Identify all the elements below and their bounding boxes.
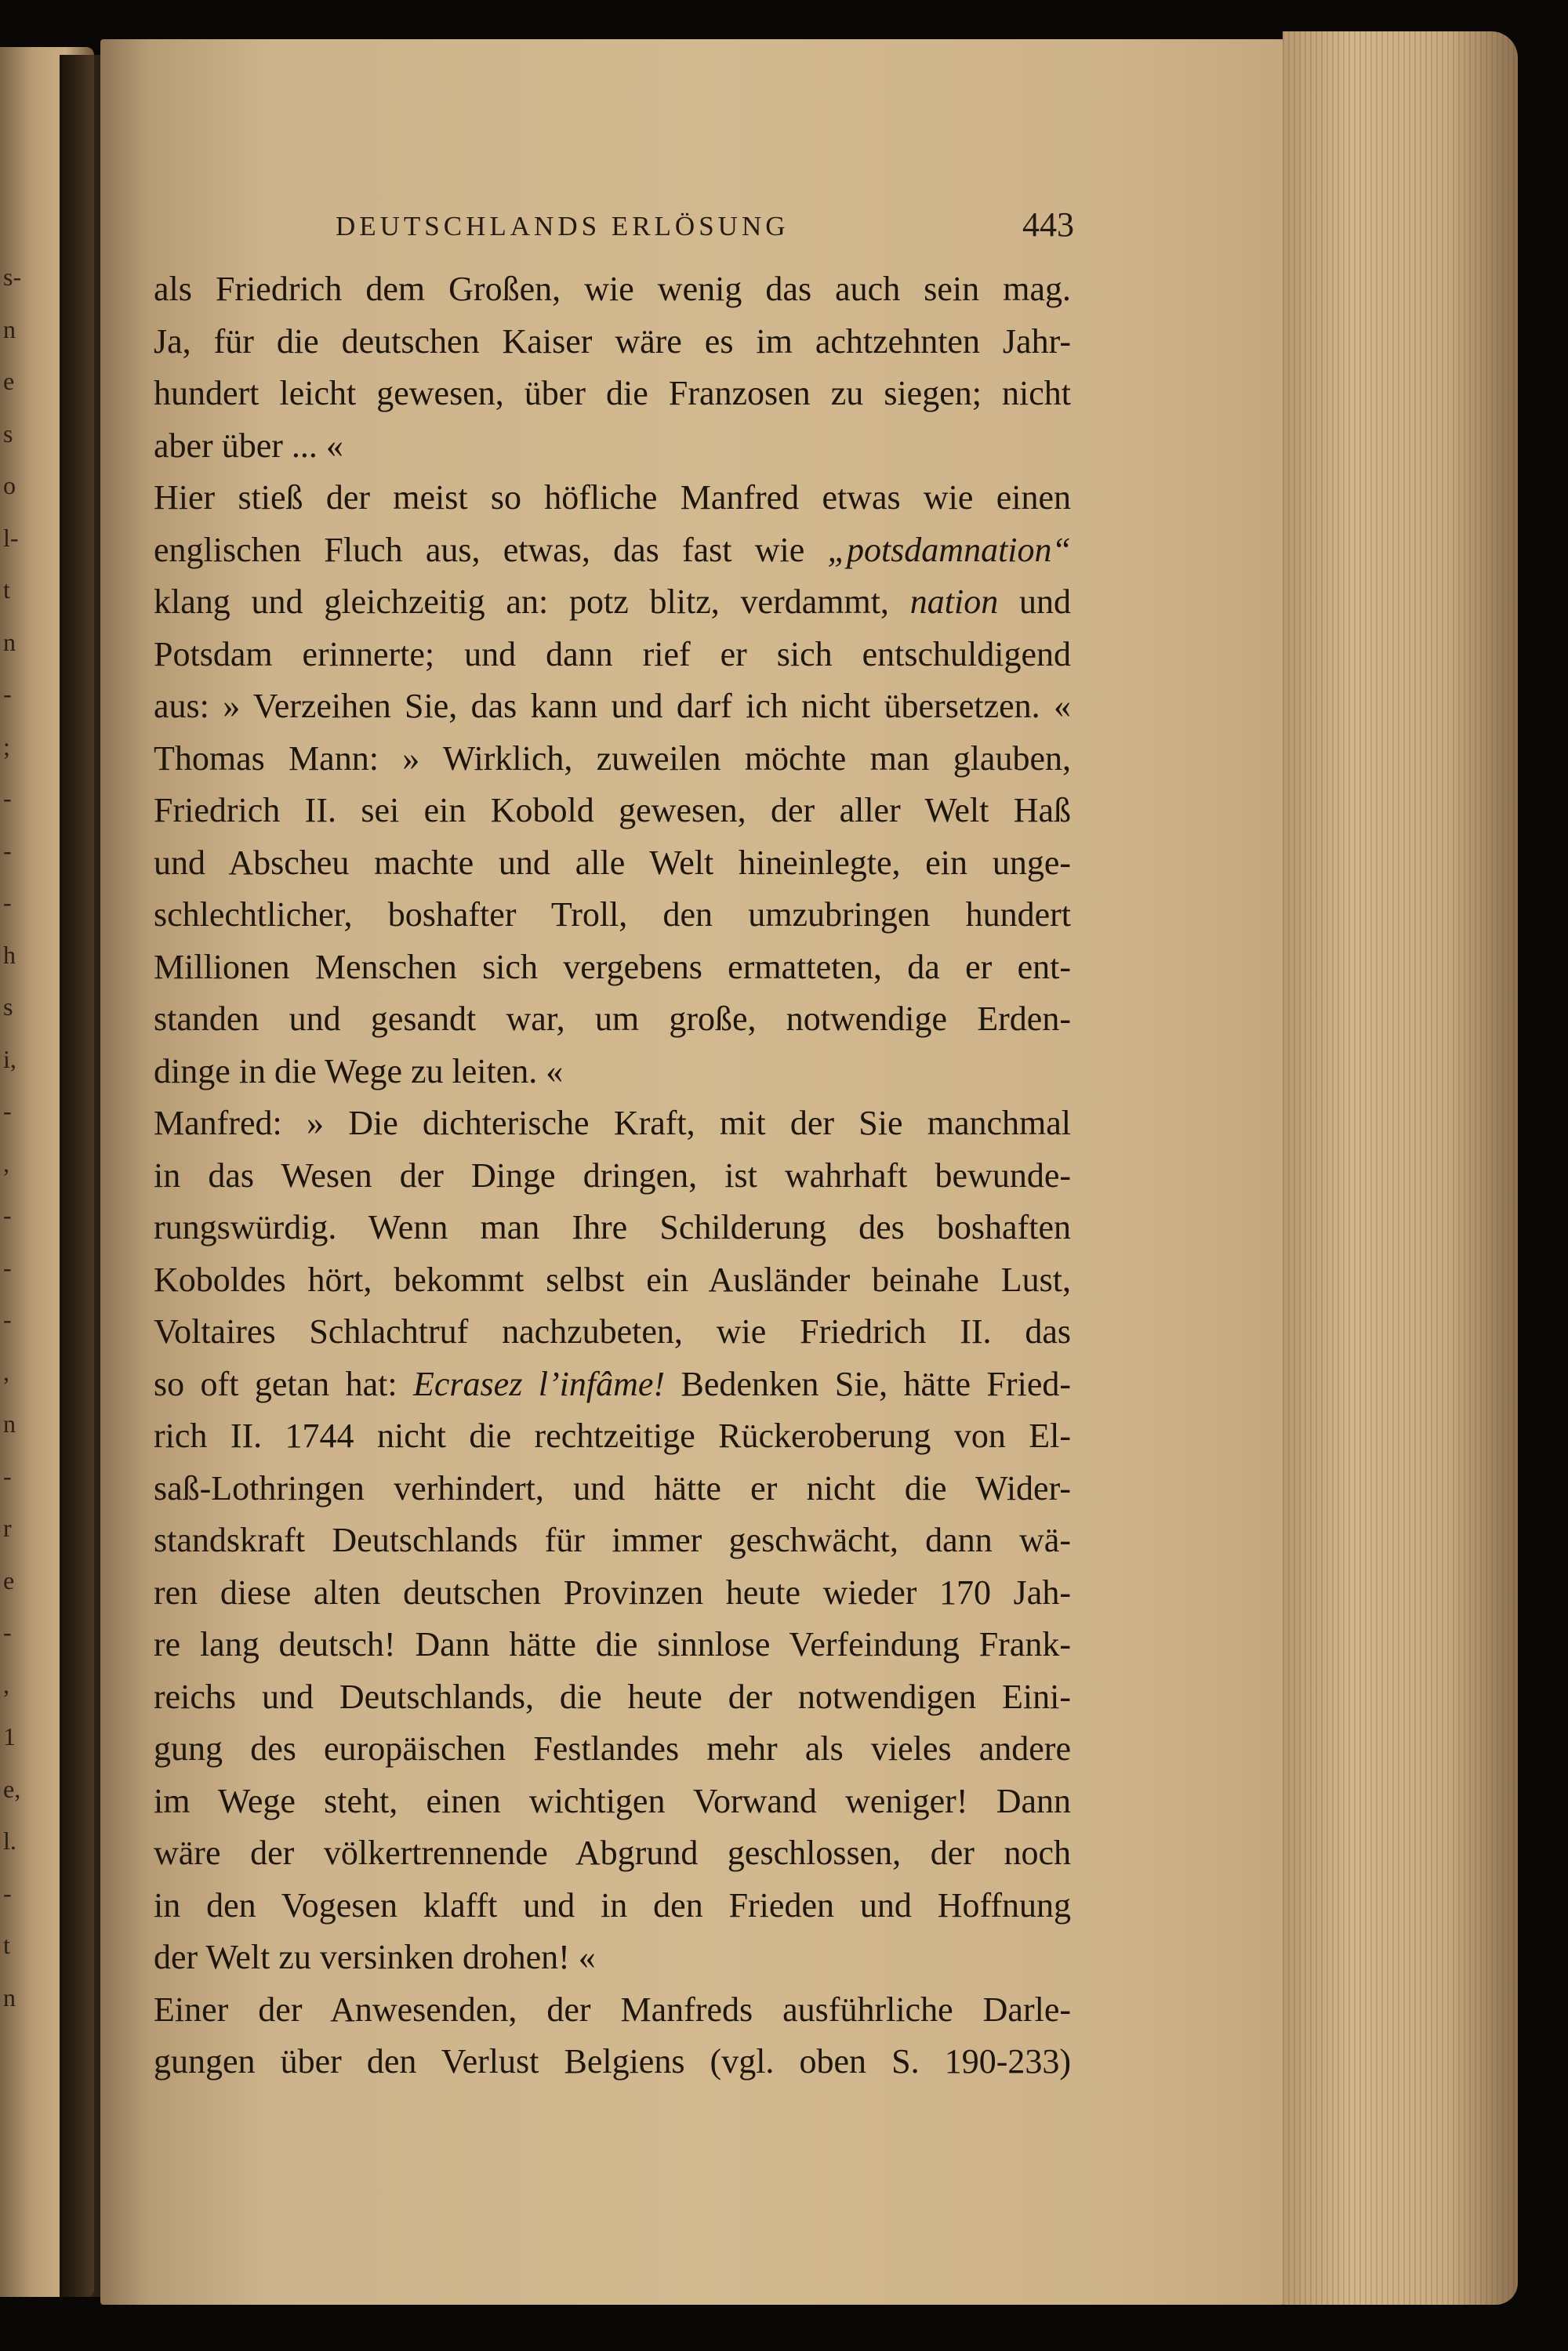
text-line: standskraft Deutschlands für immer geschwächt, dann wä- xyxy=(154,1521,1071,1559)
facing-page-char: - xyxy=(3,680,12,708)
facing-page-char: r xyxy=(3,1514,12,1542)
facing-page-char: n xyxy=(3,627,16,656)
facing-page-char: s- xyxy=(3,263,22,291)
text-line: Voltaires Schlachtruf nachzubeten, wie Friedrich II. das xyxy=(154,1312,1071,1351)
facing-page-char: - xyxy=(3,1097,12,1125)
facing-page-char: - xyxy=(3,1201,12,1229)
facing-page-text-edge xyxy=(0,251,31,2023)
text-line: Hier stieß der meist so höfliche Manfred etwas wie einen xyxy=(154,478,1071,517)
facing-page-char: - xyxy=(3,1618,12,1646)
text-line: wäre der völkertrennende Abgrund geschlossen, der noch xyxy=(154,1834,1071,1872)
facing-page-char: i, xyxy=(3,1044,16,1073)
text-line: hundert leicht gewesen, über die Franzosen zu siegen; nicht xyxy=(154,374,1071,412)
text-line: so oft getan hat: Ecrasez l’infâme! Bedenken Sie, hätte Fried- xyxy=(154,1364,1071,1403)
italic-term: Ecrasez l’infâme! xyxy=(413,1364,666,1403)
text-line: und Abscheu machte und alle Welt hineinlegte, ein unge- xyxy=(154,843,1071,882)
text-line: Thomas Mann: » Wirklich, zuweilen möchte man glauben, xyxy=(154,738,1071,778)
text-line: Millionen Menschen sich vergebens ermatteten, da er ent- xyxy=(154,947,1071,986)
text-line: dinge in die Wege zu leiten. « xyxy=(154,1051,564,1090)
facing-page-char: e xyxy=(3,1566,15,1595)
text-line: als Friedrich dem Großen, wie wenig das auch sein mag. xyxy=(154,270,1071,308)
text-line: Potsdam erinnerte; und dann rief er sich entschuldigend xyxy=(154,634,1071,673)
text-line: gungen über den Verlust Belgiens (vgl. oben S. 190-233) xyxy=(154,2042,1071,2081)
text-line: saß-Lothringen verhindert, und hätte er nicht die Wider- xyxy=(154,1468,1071,1507)
italic-term: nation xyxy=(909,582,999,621)
facing-page-char: - xyxy=(3,1878,12,1907)
facing-page-char: e xyxy=(3,367,15,395)
facing-page-char: s xyxy=(3,992,13,1021)
facing-page-char: 1 xyxy=(3,1722,16,1751)
text-line: rungswürdig. Wenn man Ihre Schilderung des boshaften xyxy=(154,1208,1071,1246)
facing-page-char: - xyxy=(3,836,12,865)
facing-page-char: t xyxy=(3,1931,10,1959)
facing-page-char: , xyxy=(3,1357,9,1386)
text-line: im Wege steht, einen wichtigen Vorwand weniger! Dann xyxy=(154,1781,1071,1820)
facing-page-char: o xyxy=(3,471,16,499)
text-line: re lang deutsch! Dann hätte die sinnlose Verfeindung Frank- xyxy=(154,1625,1071,1663)
page-edges xyxy=(1283,31,1518,2305)
facing-page-char: - xyxy=(3,1305,12,1333)
facing-page-char: - xyxy=(3,784,12,812)
facing-page-char: , xyxy=(3,1148,9,1177)
text-line: englischen Fluch aus, etwas, das fast wie „potsdamnation“ xyxy=(154,530,1071,569)
text-line: Manfred: » Die dichterische Kraft, mit der Sie manchmal xyxy=(154,1104,1071,1142)
text-line: klang und gleichzeitig an: potz blitz, verdammt, nation und xyxy=(154,582,1071,621)
text-line: in den Vogesen klafft und in den Frieden und Hoffnung xyxy=(154,1885,1071,1925)
text-line: Friedrich II. sei ein Kobold gewesen, der aller Welt Haß xyxy=(154,791,1071,829)
body-text xyxy=(154,263,1071,2088)
facing-page-char: n xyxy=(3,1410,16,1438)
text-line: der Welt zu versinken drohen! « xyxy=(154,1938,596,1976)
facing-page-char: s xyxy=(3,419,13,448)
facing-page-char: ; xyxy=(3,731,10,760)
italic-term: „potsdamnation“ xyxy=(827,530,1071,569)
text-line: Koboldes hört, bekommt selbst ein Ausländer beinahe Lust, xyxy=(154,1260,1071,1299)
facing-page-char: - xyxy=(3,1461,12,1490)
facing-page-char: l. xyxy=(3,1827,16,1855)
text-line: reichs und Deutschlands, die heute der notwendigen Eini- xyxy=(154,1677,1071,1716)
text-line: gung des europäischen Festlandes mehr als vieles andere xyxy=(154,1729,1071,1768)
text-line: rich II. 1744 nicht die rechtzeitige Rückeroberung von El- xyxy=(154,1417,1071,1455)
facing-page-char: l- xyxy=(3,523,19,552)
text-line: ren diese alten deutschen Provinzen heute wieder 170 Jah- xyxy=(154,1573,1071,1612)
facing-page-char: n xyxy=(3,1983,16,2012)
text-line: in das Wesen der Dinge dringen, ist wahrhaft bewunde- xyxy=(154,1156,1071,1195)
facing-page-char: - xyxy=(3,888,12,916)
facing-page-char: t xyxy=(3,575,10,604)
text-line: standen und gesandt war, um große, notwendige Erden- xyxy=(154,1000,1071,1038)
running-header: DEUTSCHLANDS ERLÖSUNG xyxy=(336,211,789,241)
text-line: Einer der Anwesenden, der Manfreds ausführliche Darle- xyxy=(154,1990,1071,2029)
text-line: Ja, für die deutschen Kaiser wäre es im achtzehnten Jahr- xyxy=(154,321,1071,361)
facing-page-char: h xyxy=(3,940,16,969)
page-number: 443 xyxy=(1022,205,1074,244)
facing-page-char: , xyxy=(3,1670,9,1699)
facing-page-char: - xyxy=(3,1253,12,1282)
text-line: aber über ... « xyxy=(154,426,343,465)
facing-page-char: n xyxy=(3,314,16,343)
text-line: schlechtlicher, boshafter Troll, den umzubringen hundert xyxy=(154,895,1071,934)
facing-page-char: e, xyxy=(3,1774,21,1803)
text-line: aus: » Verzeihen Sie, das kann und darf ich nicht übersetzen. « xyxy=(154,687,1071,725)
